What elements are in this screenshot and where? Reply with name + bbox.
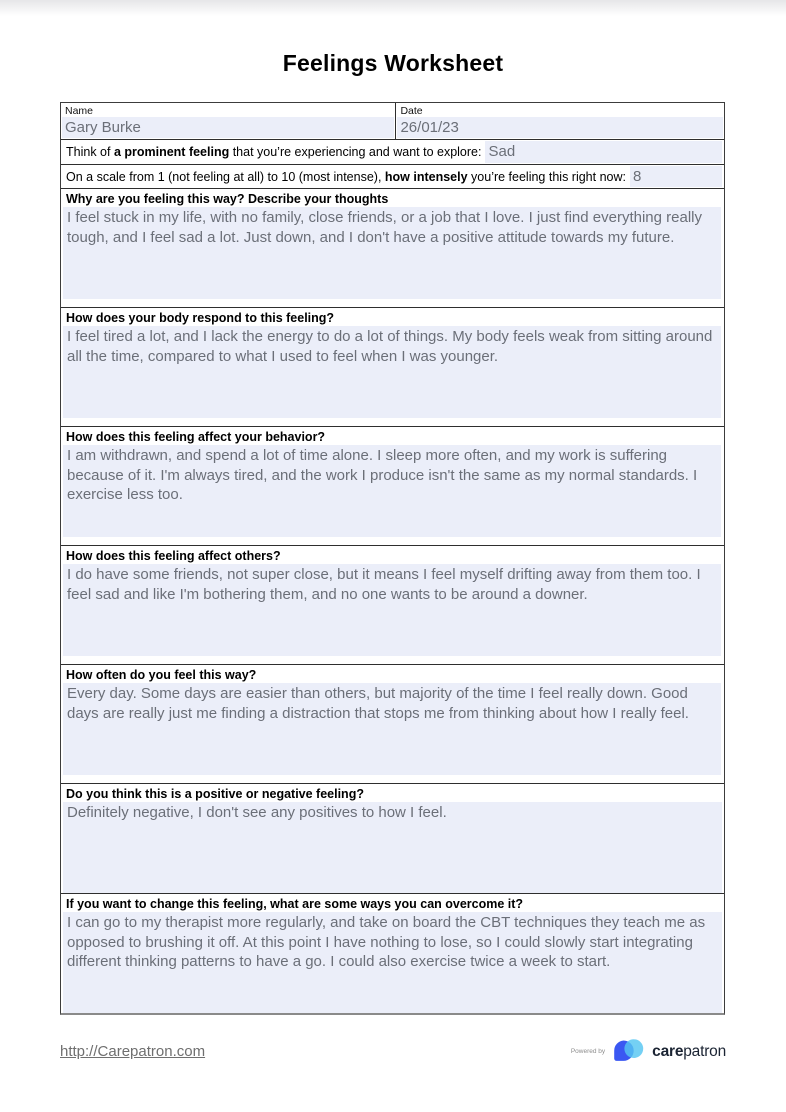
section-overcome bbox=[61, 894, 724, 1013]
answer-input[interactable]: I feel stuck in my life, with no family, close friends, or a job that I love. I just find everything really tough, and I feel sad a lot. Just down, and I don't have a positive attitude towards my future. bbox=[63, 207, 721, 299]
worksheet-table bbox=[60, 102, 725, 1015]
carepatron-link[interactable]: http://Carepatron.com bbox=[60, 1043, 206, 1060]
brand-name-care: care bbox=[652, 1042, 684, 1060]
brand-name bbox=[652, 1043, 726, 1061]
date-label: Date bbox=[400, 105, 423, 117]
section-why-feeling bbox=[61, 189, 724, 308]
feeling-question-bold: a prominent feeling bbox=[113, 145, 230, 159]
brand-name-patron: patron bbox=[683, 1042, 726, 1060]
question-label: Do you think this is a positive or negative feeling? bbox=[66, 787, 364, 801]
question-label: How does your body respond to this feeling? bbox=[66, 311, 335, 325]
name-cell bbox=[61, 103, 396, 139]
intensity-row bbox=[61, 165, 724, 189]
name-date-row bbox=[61, 103, 724, 140]
question-label: Why are you feeling this way? Describe your thoughts bbox=[66, 192, 389, 206]
date-cell bbox=[396, 103, 724, 139]
intensity-question-prefix: On a scale from 1 (not feeling at all) to 10 (most intense), bbox=[66, 169, 385, 184]
prominent-feeling-question bbox=[66, 145, 481, 159]
page-title: Feelings Worksheet bbox=[282, 50, 504, 76]
question-label: How often do you feel this way? bbox=[66, 668, 257, 682]
section-body-response bbox=[61, 308, 724, 427]
carepatron-logo-icon bbox=[612, 1038, 645, 1065]
name-label: Name bbox=[65, 105, 94, 117]
intensity-question bbox=[66, 170, 626, 184]
intensity-question-suffix: you’re feeling this right now: bbox=[467, 169, 626, 184]
date-input[interactable]: 26/01/23 bbox=[397, 117, 723, 138]
prominent-feeling-input[interactable]: Sad bbox=[485, 141, 722, 163]
powered-by-brand bbox=[571, 1038, 726, 1065]
feeling-question-suffix: that you’re experiencing and want to explore: bbox=[229, 145, 482, 159]
page-top-shadow bbox=[0, 0, 786, 16]
answer-input[interactable]: Every day. Some days are easier than others, but majority of the time I feel really down. Good days are really just me finding a distraction that stops me from thinking about how I really feel. bbox=[63, 683, 721, 775]
feeling-question-prefix: Think of bbox=[66, 145, 114, 159]
answer-input[interactable]: I am withdrawn, and spend a lot of time alone. I sleep more often, and my work is suffering because of it. I'm always tired, and the work I produce isn't the same as my normal standards. I exercise less too. bbox=[63, 445, 721, 537]
answer-input[interactable]: I do have some friends, not super close, but it means I feel myself drifting away from them too. I feel sad and like I'm bothering them, and no one wants to be around a downer. bbox=[63, 564, 721, 656]
section-affect-others bbox=[61, 546, 724, 665]
name-input[interactable]: Gary Burke bbox=[62, 117, 394, 138]
footer bbox=[60, 1038, 726, 1065]
powered-by-label: Powered by bbox=[570, 1048, 606, 1055]
section-how-often bbox=[61, 665, 724, 784]
section-positive-negative bbox=[61, 784, 724, 894]
question-label: How does this feeling affect your behavior? bbox=[66, 430, 326, 444]
answer-input[interactable]: I can go to my therapist more regularly, and take on board the CBT techniques they teach me as opposed to brushing it off. At this point I have nothing to lose, so I could slowly start integrating different thinking patterns to have a go. I could also exercise twice a week to start. bbox=[63, 912, 722, 1013]
answer-input[interactable]: I feel tired a lot, and I lack the energy to do a lot of things. My body feels weak from sitting around all the time, compared to what I used to feel when I was younger. bbox=[63, 326, 721, 418]
intensity-input[interactable]: 8 bbox=[630, 166, 722, 187]
prominent-feeling-row bbox=[61, 140, 724, 165]
question-label: How does this feeling affect others? bbox=[66, 549, 281, 563]
section-behavior bbox=[61, 427, 724, 546]
question-label: If you want to change this feeling, what are some ways you can overcome it? bbox=[66, 897, 524, 911]
intensity-question-bold: how intensely bbox=[384, 169, 468, 184]
answer-input[interactable]: Definitely negative, I don't see any positives to how I feel. bbox=[63, 802, 722, 893]
